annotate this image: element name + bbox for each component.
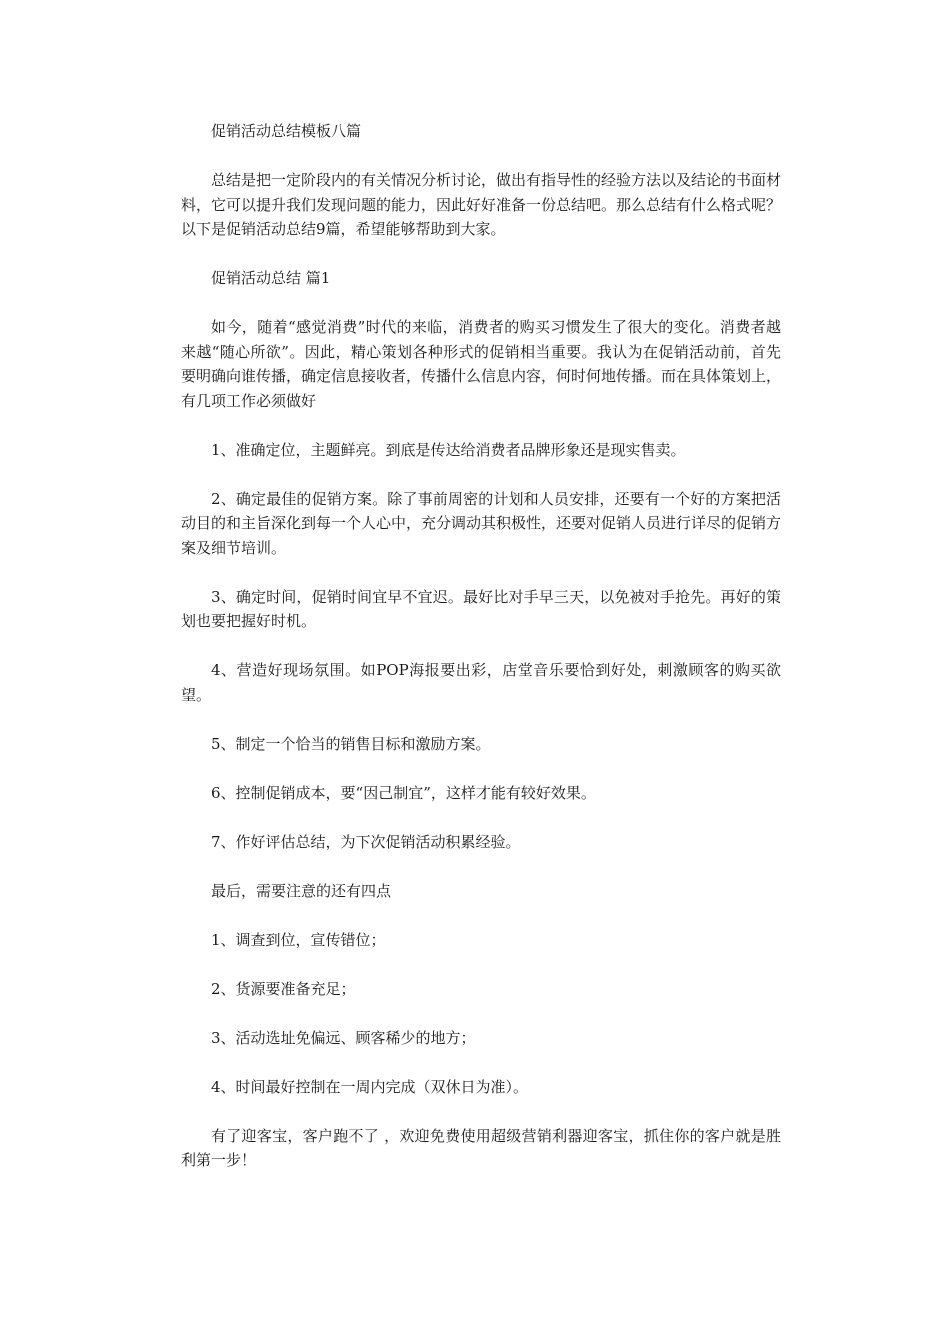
list-item: 3、活动选址免偏远、顾客稀少的地方； [211, 1028, 476, 1047]
list-item: 5、制定一个恰当的销售目标和激励方案。 [211, 734, 491, 753]
subheading-paragraph: 最后，需要注意的还有四点 [211, 881, 392, 900]
body-paragraph: 如今，随着“感觉消费”时代的来临，消费者的购买习惯发生了很大的变化。消费者越来越“随心所欲”。因此，精心策划各种形式的促销相当重要。我认为在促销活动前，首先要明确向谁传播，确定信息接收者，传播什么信息内容，何时何地传播。而在具体策划上，有几项工作必须做好 [181, 318, 782, 410]
list-item: 4、时间最好控制在一周内完成（双休日为准）。 [211, 1077, 529, 1096]
section-heading: 促销活动总结 篇1 [211, 269, 331, 287]
list-item: 3、确定时间，促销时间宜早不宜迟。最好比对手早三天，以免被对手抢先。再好的策划也要把握好时机。 [181, 587, 781, 630]
list-item: 4、营造好现场氛围。如POP海报要出彩，店堂音乐要恰到好处，刺激顾客的购买欲望。 [181, 661, 781, 704]
list-item: 1、调查到位，宣传错位； [211, 930, 386, 949]
document-title: 促销活动总结模板八篇 [211, 122, 362, 140]
list-item: 2、确定最佳的促销方案。除了事前周密的计划和人员安排，还要有一个好的方案把活动目的和主旨深化到每一个人心中，充分调动其积极性，还要对促销人员进行详尽的促销方案及细节培训。 [181, 489, 782, 557]
list-item: 1、准确定位，主题鲜亮。到底是传达给消费者品牌形象还是现实售卖。 [211, 440, 686, 459]
list-item: 7、作好评估总结，为下次促销活动积累经验。 [211, 832, 521, 851]
list-item: 6、控制促销成本，要“因己制宜”，这样才能有较好效果。 [211, 783, 596, 802]
list-item: 2、货源要准备充足； [211, 979, 356, 998]
document-page [181, 119, 781, 1197]
intro-paragraph: 总结是把一定阶段内的有关情况分析讨论，做出有指导性的经验方法以及结论的书面材料，它可以提升我们发现问题的能力，因此好好准备一份总结吧。那么总结有什么格式呢？以下是促销活动总结9篇，希望能够帮助到大家。 [181, 171, 782, 238]
closing-paragraph: 有了迎客宝，客户跑不了 ，欢迎免费使用超级营销利器迎客宝，抓住你的客户就是胜利第一步！ [181, 1126, 781, 1169]
